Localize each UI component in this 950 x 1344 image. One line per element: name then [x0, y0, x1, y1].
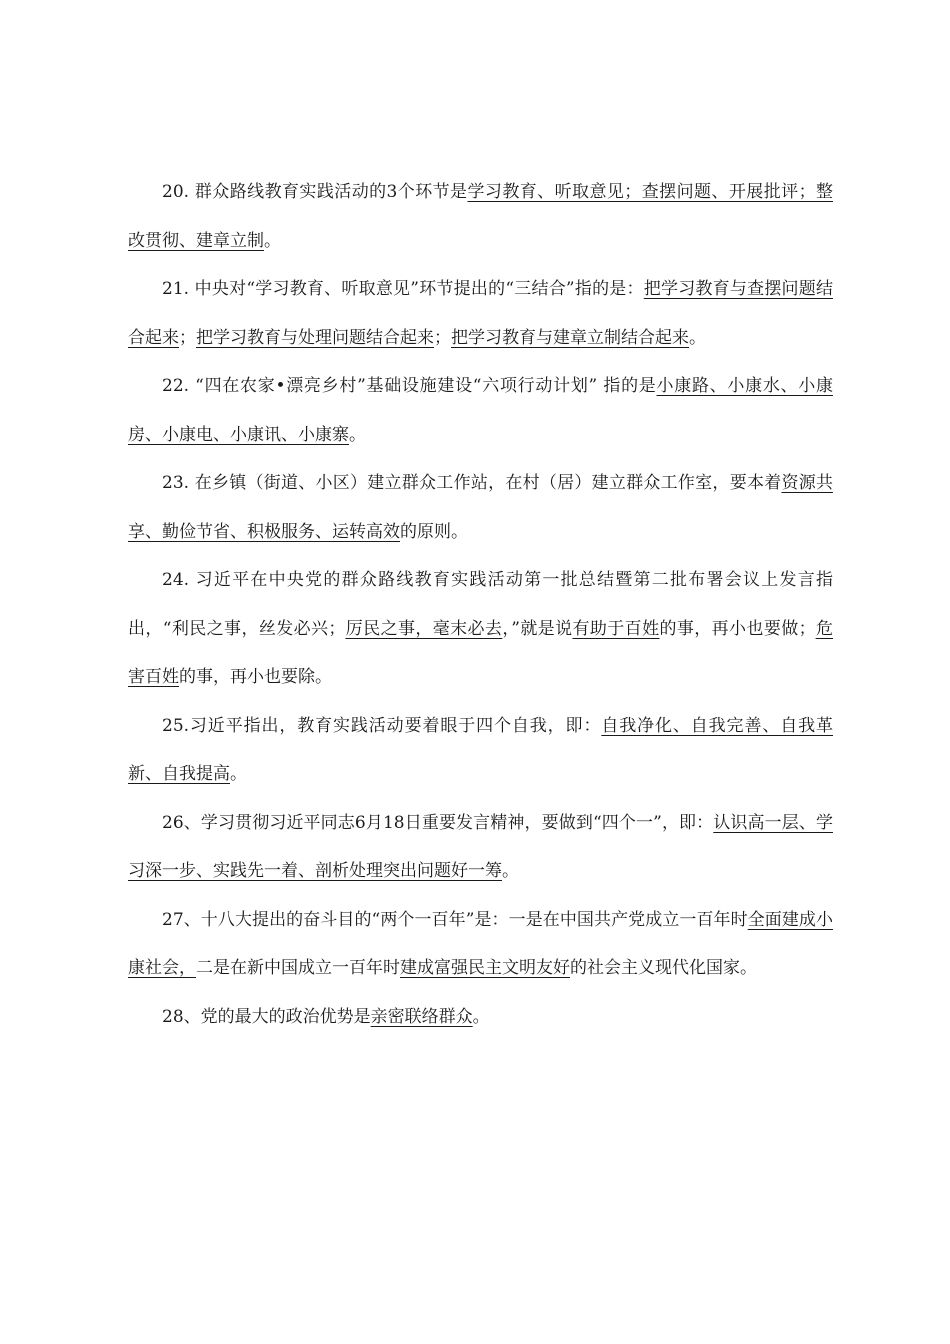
underlined-answer: 全面建成小康社会，	[128, 909, 834, 978]
item-26	[128, 799, 833, 896]
item-23	[128, 459, 833, 556]
text-segment: 。	[689, 327, 706, 348]
underlined-answer: 危害百姓	[128, 618, 834, 687]
text-segment: 23. 在乡镇（街道、小区）建立群众工作站，在村（居）建立群众工作室，要本着	[162, 473, 782, 493]
underlined-answer: 把学习教育与处理问题结合起来	[196, 327, 434, 348]
text-segment: 。	[349, 424, 366, 445]
text-segment: 21. 中央对“学习教育、听取意见”环节提出的“三结合”指的是：	[162, 279, 644, 299]
underlined-answer: 亲密联络群众	[370, 1006, 473, 1027]
text-segment: ；	[434, 327, 451, 348]
text-segment: 27、十八大提出的奋斗目的“两个一百年”是：一是在中国共产党成立一百年时	[162, 909, 748, 930]
item-20	[128, 168, 833, 265]
underlined-answer: 认识高一层、学习深一步、实践先一着、剖析处理突出问题好一筹	[128, 812, 833, 881]
text-segment: 的社会主义现代化国家。	[570, 958, 757, 978]
underlined-answer: 学习教育、听取意见；查摆问题、开展批评；整改贯彻、建章立制	[128, 182, 833, 251]
text-segment: 。	[264, 230, 281, 251]
text-segment: 26、学习贯彻习近平同志6月18日重要发言精神，要做到“四个一”，即：	[162, 812, 714, 833]
item-21	[128, 265, 833, 362]
text-segment: 24. 习近平在中央党的群众路线教育实践活动第一批总结暨第二批布署会议上发言指出，“利民之事，丝发必兴；	[128, 570, 833, 639]
underlined-answer: 厉民之事，毫末必去	[345, 618, 503, 639]
text-segment: 的事，再小也要做；	[659, 618, 816, 639]
underlined-answer: 把学习教育与建章立制结合起来	[451, 327, 689, 348]
underlined-answer: 小康路、小康水、小康房、小康电、小康讯、小康寨	[128, 376, 833, 445]
item-28	[128, 993, 833, 1042]
text-segment: 22. “四在农家•漂亮乡村”基础设施建设“六项行动计划” 指的是	[162, 376, 657, 396]
document-page	[128, 168, 833, 1041]
item-22	[128, 362, 833, 459]
text-segment: 。	[472, 1006, 490, 1027]
underlined-answer: 自我净化、自我完善、自我革新、自我提高	[128, 715, 833, 784]
underlined-answer: 建成富强民主文明友好	[400, 958, 570, 978]
text-segment: ，”就是说	[502, 618, 573, 639]
text-segment: ；	[179, 327, 196, 348]
text-segment: 20. 群众路线教育实践活动的3个环节是	[162, 182, 468, 202]
text-segment: 的原则。	[400, 521, 468, 542]
underlined-answer: 资源共享、勤俭节省、积极服务、运转高效	[128, 473, 833, 542]
text-segment: 。	[502, 861, 519, 881]
item-27	[128, 896, 833, 993]
text-segment: 二是在新中国成立一百年时	[196, 958, 400, 978]
text-segment: 28、党的最大的政治优势是	[162, 1006, 371, 1027]
text-segment: 的事，再小也要除。	[179, 667, 332, 687]
item-24	[128, 556, 833, 702]
underlined-answer: 有助于百姓	[572, 618, 660, 639]
item-25	[128, 702, 833, 799]
text-segment: 。	[230, 764, 247, 784]
underlined-answer: 把学习教育与查摆问题结合起来	[128, 279, 834, 348]
text-segment: 25.习近平指出，教育实践活动要着眼于四个自我，即：	[162, 715, 602, 736]
